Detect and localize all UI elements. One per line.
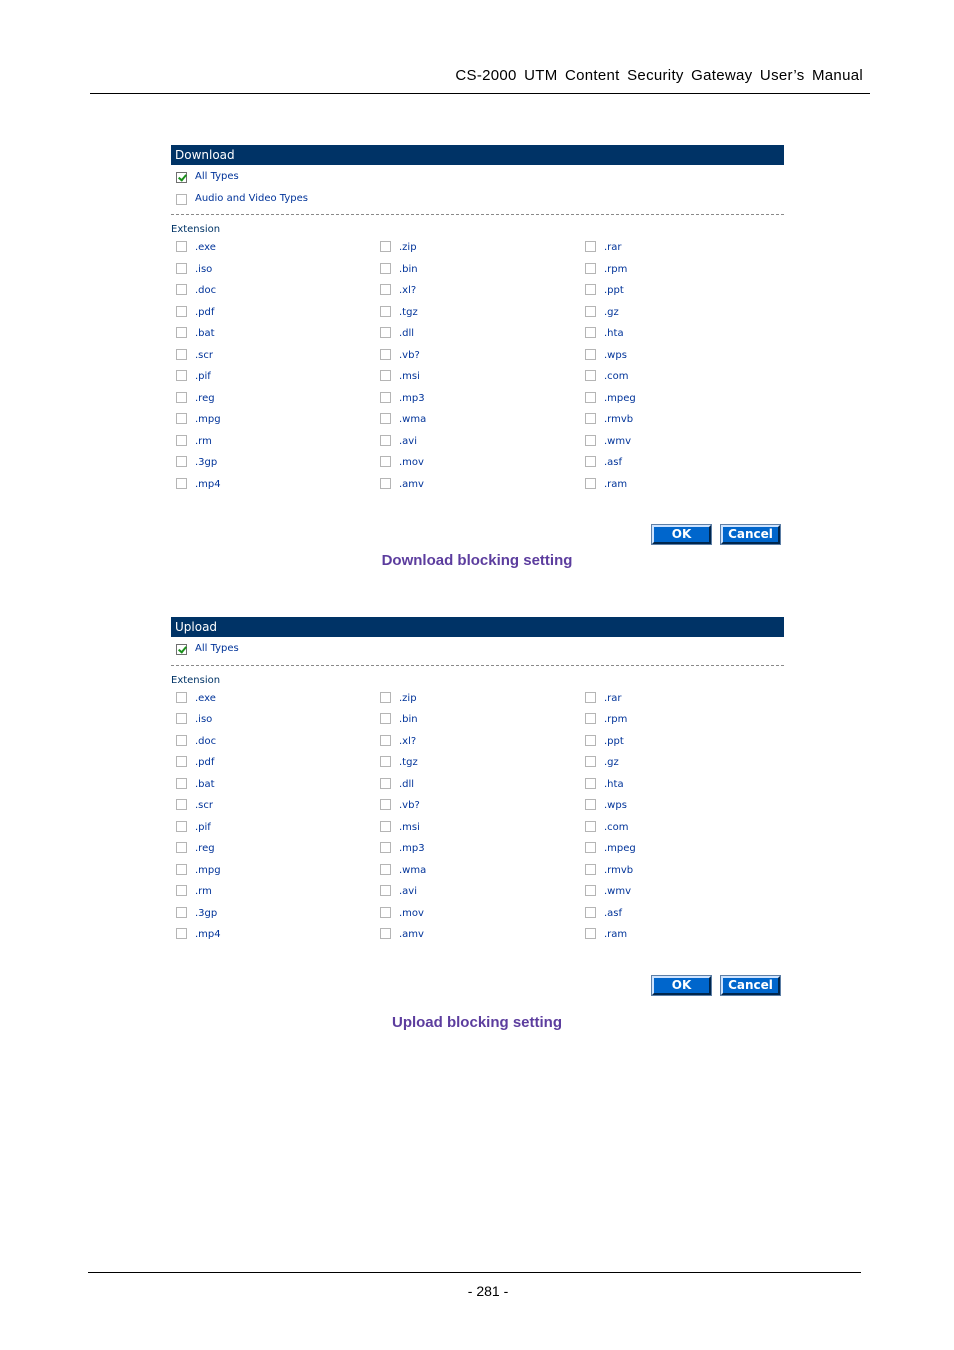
extension-checkbox[interactable] <box>585 756 596 767</box>
extension-option[interactable] <box>171 796 361 818</box>
extension-label: .asf <box>604 457 623 468</box>
extension-checkbox[interactable] <box>176 327 187 338</box>
extension-row <box>171 839 784 861</box>
extension-label: .pdf <box>195 757 215 768</box>
extension-label: .ram <box>604 929 628 940</box>
extension-label: .zip <box>399 242 417 253</box>
extension-label: .amv <box>399 929 424 940</box>
extension-label: .ppt <box>604 285 624 296</box>
extension-option[interactable] <box>580 861 770 883</box>
extension-checkbox[interactable] <box>176 692 187 703</box>
extension-row <box>171 303 784 325</box>
extension-row <box>171 367 784 389</box>
extension-label: .exe <box>195 692 216 704</box>
extension-label: .reg <box>195 843 215 854</box>
extension-checkbox[interactable] <box>176 241 187 252</box>
extension-checkbox[interactable] <box>176 456 187 467</box>
extension-checkbox[interactable] <box>176 284 187 295</box>
extension-option[interactable] <box>580 710 770 732</box>
extension-label: .tgz <box>399 757 418 768</box>
extension-checkbox[interactable] <box>380 842 391 853</box>
extension-label: .vb? <box>399 800 420 811</box>
extension-checkbox[interactable] <box>585 821 596 832</box>
extension-checkbox[interactable] <box>585 284 596 295</box>
extension-row <box>171 753 784 775</box>
extension-option[interactable] <box>171 732 361 754</box>
extension-label: .wps <box>604 800 627 811</box>
extension-label: .rmvb <box>604 864 634 876</box>
extension-checkbox[interactable] <box>176 907 187 918</box>
extension-checkbox[interactable] <box>176 864 187 875</box>
extension-option[interactable] <box>580 882 770 904</box>
extension-label: .amv <box>399 478 424 490</box>
extension-label: .rar <box>604 692 622 704</box>
extension-label: .wps <box>604 349 627 361</box>
download-all-types-checkbox[interactable] <box>176 172 187 183</box>
extension-label: .mov <box>399 907 424 919</box>
extension-checkbox[interactable] <box>176 263 187 274</box>
upload-panel-title: Upload <box>171 617 784 637</box>
extension-row <box>171 861 784 883</box>
extension-label: .wmv <box>604 435 632 447</box>
extension-checkbox[interactable] <box>176 799 187 810</box>
extension-checkbox[interactable] <box>585 263 596 274</box>
extension-checkbox[interactable] <box>176 435 187 446</box>
extension-label: .gz <box>604 306 619 318</box>
extension-label: .msi <box>399 821 420 833</box>
extension-label: .avi <box>399 886 418 897</box>
extension-checkbox[interactable] <box>585 241 596 252</box>
extension-option[interactable] <box>171 861 361 883</box>
upload-option-all-types[interactable] <box>171 639 784 661</box>
extension-checkbox[interactable] <box>176 821 187 832</box>
extension-row <box>171 260 784 282</box>
extension-checkbox[interactable] <box>176 778 187 789</box>
extension-option[interactable] <box>375 432 565 454</box>
extension-label: .3gp <box>195 457 218 468</box>
extension-option[interactable] <box>580 753 770 775</box>
extension-label: .rpm <box>604 263 628 275</box>
extension-checkbox[interactable] <box>585 413 596 424</box>
extension-checkbox[interactable] <box>380 799 391 810</box>
extension-label: .rpm <box>604 714 628 725</box>
extension-row <box>171 818 784 840</box>
footer-rule <box>88 1272 861 1273</box>
extension-checkbox[interactable] <box>585 478 596 489</box>
extension-option[interactable] <box>580 432 770 454</box>
extension-checkbox[interactable] <box>585 435 596 446</box>
download-panel <box>171 145 784 496</box>
extension-label: .iso <box>195 714 213 725</box>
upload-cancel-button[interactable]: Cancel <box>721 976 780 995</box>
extension-label: .wmv <box>604 886 632 897</box>
extension-checkbox[interactable] <box>380 456 391 467</box>
extension-option[interactable] <box>375 861 565 883</box>
extension-label: .mpeg <box>604 392 636 404</box>
extension-row <box>171 882 784 904</box>
extension-checkbox[interactable] <box>380 756 391 767</box>
extension-label: .bat <box>195 328 215 339</box>
extension-option[interactable] <box>171 432 361 454</box>
extension-checkbox[interactable] <box>176 349 187 360</box>
extension-label: .dll <box>399 778 415 790</box>
extension-option[interactable] <box>375 324 565 346</box>
extension-row <box>171 410 784 432</box>
extension-row <box>171 475 784 497</box>
extension-checkbox[interactable] <box>176 928 187 939</box>
extension-option[interactable] <box>375 260 565 282</box>
extension-row <box>171 796 784 818</box>
extension-row <box>171 324 784 346</box>
download-audio-video-checkbox[interactable] <box>176 194 187 205</box>
extension-label: .3gp <box>195 907 218 919</box>
extension-option[interactable] <box>171 882 361 904</box>
extension-checkbox[interactable] <box>585 349 596 360</box>
extension-option[interactable] <box>375 475 565 497</box>
download-extension-grid <box>171 238 784 496</box>
extension-option[interactable] <box>171 367 361 389</box>
extension-label: .dll <box>399 328 415 339</box>
extension-label: .mov <box>399 457 424 468</box>
extension-option[interactable] <box>580 839 770 861</box>
extension-option[interactable] <box>580 281 770 303</box>
extension-label: .bat <box>195 778 215 790</box>
extension-option[interactable] <box>171 839 361 861</box>
extension-checkbox[interactable] <box>380 263 391 274</box>
extension-option[interactable] <box>171 710 361 732</box>
extension-checkbox[interactable] <box>585 370 596 381</box>
extension-option[interactable] <box>171 324 361 346</box>
extension-checkbox[interactable] <box>176 842 187 853</box>
download-extension-label: Extension <box>171 224 221 235</box>
extension-checkbox[interactable] <box>176 478 187 489</box>
extension-label: .doc <box>195 285 217 296</box>
extension-option[interactable] <box>580 689 770 711</box>
extension-label: .vb? <box>399 349 420 361</box>
extension-option[interactable] <box>171 818 361 840</box>
extension-label: .zip <box>399 692 417 704</box>
extension-label: .bin <box>399 714 418 725</box>
extension-label: .rar <box>604 242 622 253</box>
extension-option[interactable] <box>171 904 361 926</box>
extension-option[interactable] <box>580 453 770 475</box>
extension-option[interactable] <box>375 818 565 840</box>
extension-option[interactable] <box>375 389 565 411</box>
extension-label: .ram <box>604 478 628 490</box>
extension-row <box>171 453 784 475</box>
extension-checkbox[interactable] <box>380 306 391 317</box>
extension-option[interactable] <box>171 281 361 303</box>
extension-label: .mp3 <box>399 392 425 404</box>
extension-option[interactable] <box>580 238 770 260</box>
extension-option[interactable] <box>375 303 565 325</box>
extension-option[interactable] <box>375 753 565 775</box>
extension-checkbox[interactable] <box>380 713 391 724</box>
extension-checkbox[interactable] <box>585 306 596 317</box>
extension-checkbox[interactable] <box>176 713 187 724</box>
extension-label: .mpg <box>195 414 221 425</box>
extension-option[interactable] <box>375 238 565 260</box>
download-option-audio-video[interactable] <box>171 189 784 211</box>
extension-option[interactable] <box>375 796 565 818</box>
extension-option[interactable] <box>580 818 770 840</box>
extension-label: .rm <box>195 886 212 897</box>
extension-label: .exe <box>195 242 216 253</box>
extension-option[interactable] <box>375 281 565 303</box>
extension-option[interactable] <box>171 775 361 797</box>
download-option-all-types[interactable] <box>171 167 784 189</box>
extension-option[interactable] <box>375 710 565 732</box>
extension-row <box>171 432 784 454</box>
upload-caption: Upload blocking setting <box>391 1014 562 1031</box>
extension-option[interactable] <box>580 367 770 389</box>
extension-row <box>171 925 784 947</box>
extension-option[interactable] <box>580 796 770 818</box>
extension-option[interactable] <box>375 732 565 754</box>
extension-checkbox[interactable] <box>380 413 391 424</box>
extension-checkbox[interactable] <box>176 885 187 896</box>
extension-row <box>171 389 784 411</box>
extension-option[interactable] <box>375 882 565 904</box>
upload-divider <box>171 665 784 666</box>
upload-panel <box>171 617 784 947</box>
extension-label: .hta <box>604 778 624 790</box>
extension-option[interactable] <box>580 389 770 411</box>
extension-checkbox[interactable] <box>380 864 391 875</box>
extension-label: .mp4 <box>195 478 221 490</box>
extension-checkbox[interactable] <box>380 735 391 746</box>
extension-option[interactable] <box>171 346 361 368</box>
extension-option[interactable] <box>580 260 770 282</box>
upload-button-row <box>582 976 782 996</box>
extension-checkbox[interactable] <box>380 478 391 489</box>
extension-option[interactable] <box>580 904 770 926</box>
extension-label: .doc <box>195 735 217 747</box>
extension-checkbox[interactable] <box>585 392 596 403</box>
extension-label: .gz <box>604 757 619 768</box>
extension-label: .scr <box>195 349 213 361</box>
extension-checkbox[interactable] <box>380 821 391 832</box>
extension-option[interactable] <box>171 389 361 411</box>
extension-option[interactable] <box>171 925 361 947</box>
extension-checkbox[interactable] <box>176 413 187 424</box>
extension-row <box>171 710 784 732</box>
extension-row <box>171 346 784 368</box>
extension-option[interactable] <box>375 839 565 861</box>
extension-checkbox[interactable] <box>585 456 596 467</box>
upload-all-types-label: All Types <box>195 643 239 654</box>
extension-label: .rm <box>195 435 212 447</box>
extension-row <box>171 689 784 711</box>
extension-checkbox[interactable] <box>380 370 391 381</box>
extension-option[interactable] <box>580 925 770 947</box>
extension-checkbox[interactable] <box>380 349 391 360</box>
extension-row <box>171 732 784 754</box>
extension-label: .wma <box>399 864 427 876</box>
extension-checkbox[interactable] <box>176 756 187 767</box>
extension-label: .msi <box>399 371 420 382</box>
extension-label: .xl? <box>399 735 417 747</box>
extension-option[interactable] <box>171 753 361 775</box>
extension-checkbox[interactable] <box>176 306 187 317</box>
extension-label: .iso <box>195 263 213 275</box>
extension-option[interactable] <box>580 732 770 754</box>
extension-label: .reg <box>195 392 215 404</box>
extension-option[interactable] <box>580 303 770 325</box>
download-caption: Download blocking setting <box>381 552 573 569</box>
extension-checkbox[interactable] <box>380 778 391 789</box>
extension-checkbox[interactable] <box>585 864 596 875</box>
extension-checkbox[interactable] <box>380 435 391 446</box>
extension-option[interactable] <box>171 410 361 432</box>
extension-checkbox[interactable] <box>585 713 596 724</box>
extension-checkbox[interactable] <box>380 907 391 918</box>
extension-checkbox[interactable] <box>380 284 391 295</box>
download-panel-title: Download <box>171 145 784 165</box>
extension-checkbox[interactable] <box>585 778 596 789</box>
download-audio-video-label: Audio and Video Types <box>195 192 308 204</box>
extension-checkbox[interactable] <box>176 370 187 381</box>
extension-checkbox[interactable] <box>585 928 596 939</box>
extension-option[interactable] <box>580 346 770 368</box>
extension-option[interactable] <box>375 904 565 926</box>
extension-label: .rmvb <box>604 414 634 425</box>
extension-option[interactable] <box>375 410 565 432</box>
extension-label: .mp4 <box>195 929 221 940</box>
header-rule <box>90 93 870 94</box>
extension-label: .xl? <box>399 285 417 296</box>
download-ok-button[interactable]: OK <box>652 525 711 544</box>
download-button-row <box>582 525 782 545</box>
upload-extension-grid <box>171 689 784 947</box>
extension-checkbox[interactable] <box>380 392 391 403</box>
extension-label: .pif <box>195 371 211 382</box>
upload-all-types-checkbox[interactable] <box>176 644 187 655</box>
extension-option[interactable] <box>375 453 565 475</box>
extension-option[interactable] <box>375 689 565 711</box>
extension-option[interactable] <box>171 453 361 475</box>
extension-label: .pif <box>195 821 211 833</box>
download-divider <box>171 214 784 215</box>
extension-checkbox[interactable] <box>585 692 596 703</box>
download-cancel-button[interactable]: Cancel <box>721 525 780 544</box>
extension-option[interactable] <box>171 260 361 282</box>
extension-checkbox[interactable] <box>585 735 596 746</box>
extension-checkbox[interactable] <box>585 842 596 853</box>
extension-option[interactable] <box>375 925 565 947</box>
extension-label: .mpg <box>195 864 221 876</box>
extension-label: .mp3 <box>399 843 425 854</box>
extension-checkbox[interactable] <box>380 327 391 338</box>
extension-label: .com <box>604 371 629 382</box>
extension-label: .wma <box>399 414 427 425</box>
extension-checkbox[interactable] <box>380 928 391 939</box>
extension-checkbox[interactable] <box>585 907 596 918</box>
extension-option[interactable] <box>580 324 770 346</box>
extension-label: .asf <box>604 907 623 919</box>
extension-option[interactable] <box>171 238 361 260</box>
extension-option[interactable] <box>171 475 361 497</box>
extension-checkbox[interactable] <box>585 327 596 338</box>
extension-label: .bin <box>399 263 418 275</box>
extension-option[interactable] <box>580 775 770 797</box>
extension-row <box>171 775 784 797</box>
extension-label: .com <box>604 821 629 833</box>
upload-extension-label: Extension <box>171 674 221 686</box>
extension-option[interactable] <box>375 367 565 389</box>
document-header-title: CS-2000 UTM Content Security Gateway User’s Manual <box>455 67 863 84</box>
page-number: - 281 - <box>467 1283 509 1299</box>
extension-label: .mpeg <box>604 843 636 854</box>
extension-checkbox[interactable] <box>380 692 391 703</box>
extension-option[interactable] <box>580 410 770 432</box>
extension-checkbox[interactable] <box>585 885 596 896</box>
extension-checkbox[interactable] <box>380 885 391 896</box>
extension-option[interactable] <box>375 775 565 797</box>
extension-label: .pdf <box>195 306 215 318</box>
extension-checkbox[interactable] <box>585 799 596 810</box>
extension-row <box>171 904 784 926</box>
extension-checkbox[interactable] <box>380 241 391 252</box>
extension-option[interactable] <box>375 346 565 368</box>
extension-row <box>171 281 784 303</box>
extension-checkbox[interactable] <box>176 392 187 403</box>
upload-ok-button[interactable]: OK <box>652 976 711 995</box>
extension-label: .ppt <box>604 735 624 747</box>
extension-label: .hta <box>604 328 624 339</box>
extension-option[interactable] <box>171 303 361 325</box>
extension-option[interactable] <box>580 475 770 497</box>
extension-label: .scr <box>195 800 213 811</box>
extension-row <box>171 238 784 260</box>
extension-label: .tgz <box>399 306 418 318</box>
extension-checkbox[interactable] <box>176 735 187 746</box>
extension-label: .avi <box>399 435 418 447</box>
download-all-types-label: All Types <box>195 171 239 182</box>
extension-option[interactable] <box>171 689 361 711</box>
